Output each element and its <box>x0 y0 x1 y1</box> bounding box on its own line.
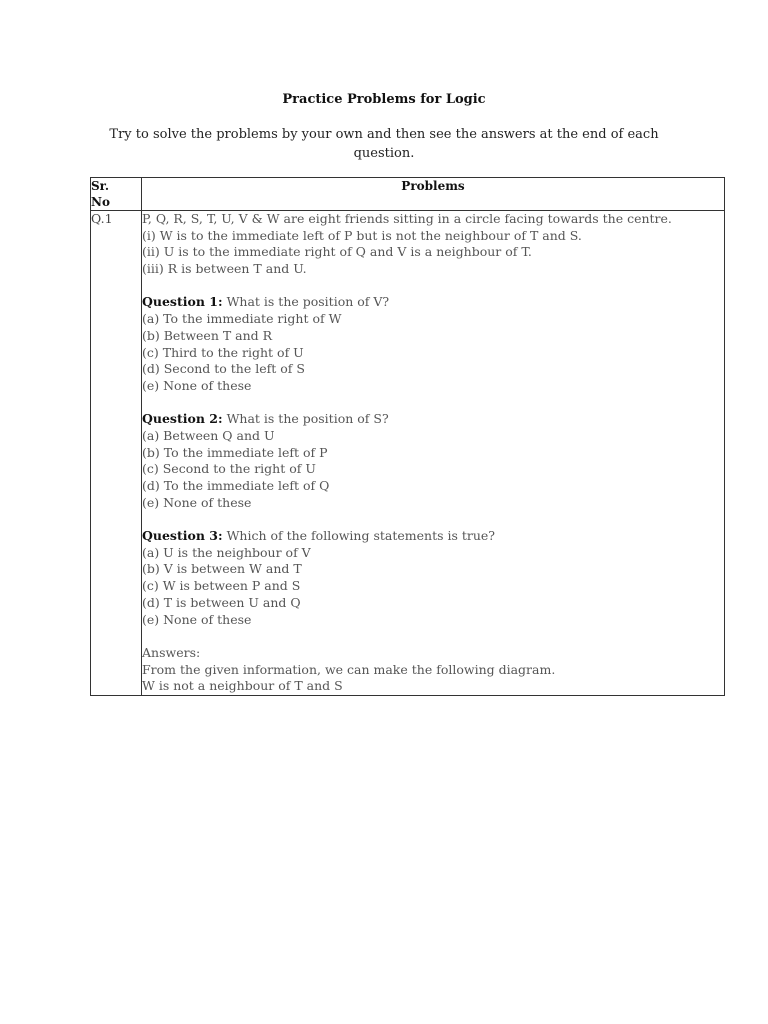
premise-line: P, Q, R, S, T, U, V & W are eight friends sitting in a circle facing towards the centre. <box>142 211 672 226</box>
option: (c) W is between P and S <box>142 578 301 594</box>
question-text: Which of the following statements is true? <box>222 528 496 544</box>
option: (c) Third to the right of U <box>142 344 304 360</box>
question-label: Question 2: <box>142 411 223 427</box>
problems-table <box>90 177 725 696</box>
question-2 <box>142 411 724 428</box>
answer-line: From the given information, we can make the following diagram. <box>142 661 556 677</box>
premise-line: (ii) U is to the immediate right of Q and V is a neighbour of T. <box>142 244 532 260</box>
question-text: What is the position of V? <box>222 294 390 310</box>
intro-line-2: question. <box>353 146 415 161</box>
sr-cell: Q.1 <box>91 211 142 696</box>
question-label: Question 3: <box>142 528 223 544</box>
question-text: What is the position of S? <box>222 411 389 427</box>
premise-line: (i) W is to the immediate left of P but is not the neighbour of T and S. <box>142 227 582 243</box>
option: (b) V is between W and T <box>142 561 302 577</box>
intro-text <box>95 125 673 163</box>
option: (b) Between T and R <box>142 327 273 343</box>
option: (a) Between Q and U <box>142 427 275 443</box>
option: (a) U is the neighbour of V <box>142 544 311 560</box>
table-row <box>91 211 725 696</box>
spacer <box>142 278 724 295</box>
question-label: Question 1: <box>142 294 223 310</box>
spacer <box>142 511 724 528</box>
option: (d) Second to the left of S <box>142 361 305 377</box>
question-1 <box>142 294 724 311</box>
answer-line: W is not a neighbour of T and S <box>142 678 343 694</box>
option: (a) To the immediate right of W <box>142 311 342 327</box>
intro-line-1: Try to solve the problems by your own and then see the answers at the end of each <box>109 127 659 142</box>
option: (d) T is between U and Q <box>142 594 301 610</box>
sr-no-header <box>91 178 142 211</box>
spacer <box>142 628 724 645</box>
option: (d) To the immediate left of Q <box>142 478 330 493</box>
sr-header-line-2: No <box>91 195 110 209</box>
answers-heading: Answers: <box>142 644 201 660</box>
problem-cell <box>142 211 725 696</box>
option: (e) None of these <box>142 377 252 393</box>
spacer <box>142 395 724 412</box>
option: (c) Second to the right of U <box>142 461 316 477</box>
option: (e) None of these <box>142 611 252 627</box>
premise-line: (iii) R is between T and U. <box>142 261 307 277</box>
document-title: Practice Problems for Logic <box>282 92 486 107</box>
table-header-row <box>91 178 725 211</box>
option: (b) To the immediate left of P <box>142 444 328 460</box>
sr-header-line-1: Sr. <box>91 179 110 193</box>
option: (e) None of these <box>142 494 252 510</box>
question-3 <box>142 528 724 545</box>
problems-header: Problems <box>142 178 725 211</box>
